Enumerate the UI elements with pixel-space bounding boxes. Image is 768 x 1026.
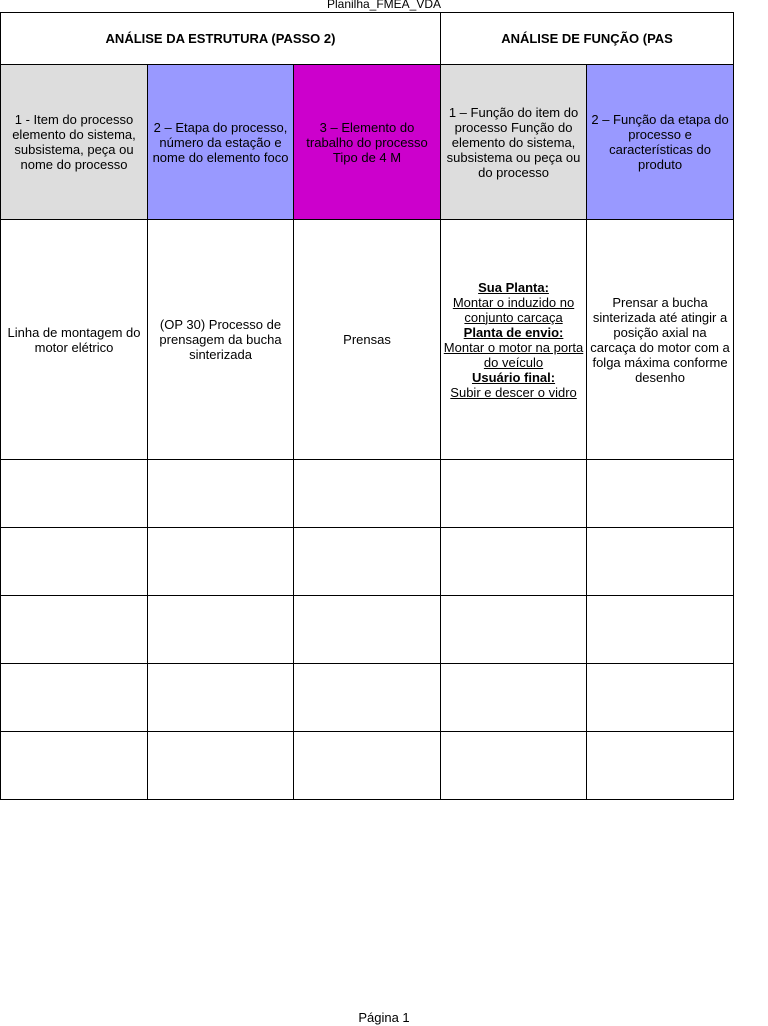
table-row (1, 460, 734, 528)
cell-work-element[interactable]: Prensas (294, 220, 441, 460)
table-row (1, 528, 734, 596)
page-header (0, 0, 768, 12)
empty-cell[interactable] (587, 528, 734, 596)
table-row (1, 664, 734, 732)
empty-cell[interactable] (441, 460, 587, 528)
empty-cell[interactable] (1, 460, 148, 528)
empty-cell[interactable] (294, 664, 441, 732)
empty-cell[interactable] (148, 528, 294, 596)
empty-cell[interactable] (1, 732, 148, 800)
empty-cell[interactable] (587, 732, 734, 800)
empty-cell[interactable] (148, 732, 294, 800)
section-header-row (1, 13, 734, 65)
cell-item-function[interactable] (441, 220, 587, 460)
table-row (1, 732, 734, 800)
empty-cell[interactable] (441, 664, 587, 732)
empty-cell[interactable] (587, 460, 734, 528)
empty-cell[interactable] (294, 460, 441, 528)
column-header-row (1, 65, 734, 220)
empty-cell[interactable] (148, 460, 294, 528)
empty-cell[interactable] (1, 596, 148, 664)
page-header-text: Planilha_FMEA_VDA (326, 0, 442, 11)
function-label-own-plant: Sua Planta: (478, 279, 549, 295)
empty-cell[interactable] (441, 528, 587, 596)
cell-process-step[interactable]: (OP 30) Processo de prensagem da bucha sinterizada (148, 220, 294, 460)
empty-cell[interactable] (148, 596, 294, 664)
section-structure-analysis: ANÁLISE DA ESTRUTURA (PASSO 2) (1, 13, 441, 65)
function-value-ship-to-plant: Montar o motor na porta do veículo (443, 339, 584, 370)
empty-cell[interactable] (441, 596, 587, 664)
empty-cell[interactable] (294, 596, 441, 664)
fmea-table (0, 12, 734, 800)
function-label-end-user: Usuário final: (471, 369, 556, 385)
function-value-end-user: Subir e descer o vidro (450, 384, 577, 400)
empty-cell[interactable] (294, 528, 441, 596)
page-number: Página 1 (358, 1010, 410, 1025)
table-row (1, 220, 734, 460)
cell-process-item[interactable]: Linha de montagem do motor elétrico (1, 220, 148, 460)
column-header-item-function: 1 – Função do item do processo Função do elemento do sistema, subsistema ou peça ou do processo (441, 65, 587, 220)
function-label-ship-to-plant: Planta de envio: (463, 324, 564, 340)
function-value-own-plant: Montar o induzido no conjunto carcaça (452, 294, 575, 325)
empty-cell[interactable] (1, 664, 148, 732)
table-row (1, 596, 734, 664)
cell-step-function[interactable]: Prensar a bucha sinterizada até atingir a posição axial na carcaça do motor com a folga máxima conforme desenho (587, 220, 734, 460)
column-header-process-item: 1 - Item do processo elemento do sistema, subsistema, peça ou nome do processo (1, 65, 148, 220)
empty-cell[interactable] (1, 528, 148, 596)
empty-cell[interactable] (587, 664, 734, 732)
column-header-work-element: 3 – Elemento do trabalho do processo Tipo de 4 M (294, 65, 441, 220)
empty-cell[interactable] (294, 732, 441, 800)
empty-cell[interactable] (587, 596, 734, 664)
column-header-step-function: 2 – Função da etapa do processo e características do produto (587, 65, 734, 220)
section-function-analysis: ANÁLISE DE FUNÇÃO (PAS (441, 13, 734, 65)
empty-cell[interactable] (441, 732, 587, 800)
empty-cell[interactable] (148, 664, 294, 732)
column-header-process-step: 2 – Etapa do processo, número da estação e nome do elemento foco (148, 65, 294, 220)
